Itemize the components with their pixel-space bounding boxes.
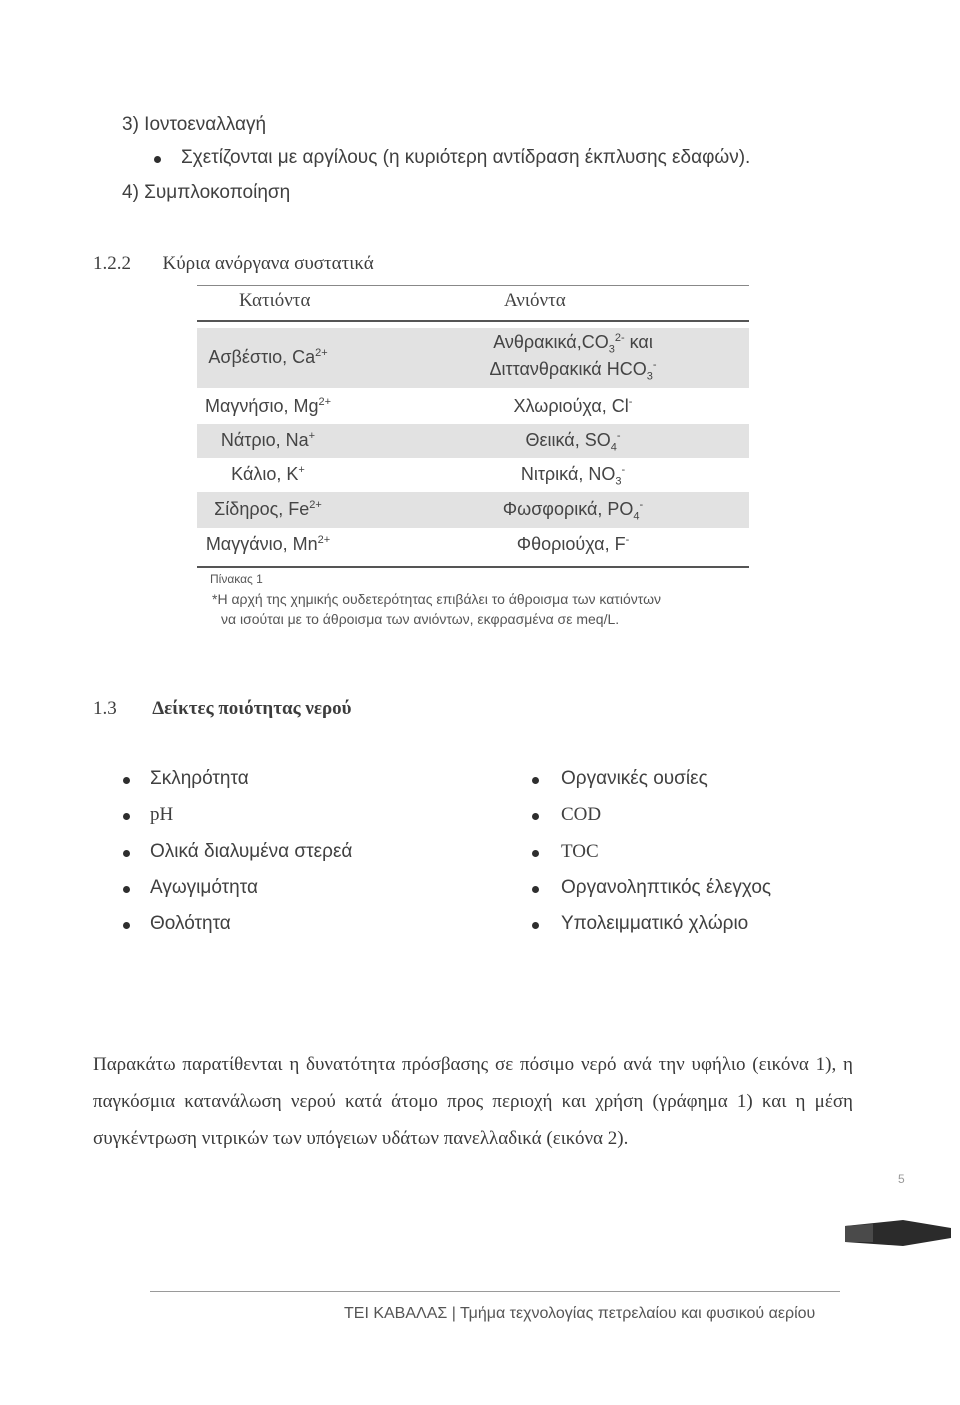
cation-cell: Ασβέστιο, $Ca^{2+}$ [208, 347, 328, 367]
list-item-3: 3) Ιοντοεναλλαγή [122, 114, 267, 135]
cation-cell: Μαγγάνιο, $Mn^{2+}$ [205, 534, 331, 554]
bullet-icon [123, 850, 130, 857]
bullet-icon [154, 156, 161, 163]
table-caption-line1: *Η αρχή της χημικής ουδετερότητας επιβάλει το άθροισμα των κατιόντων [212, 591, 661, 607]
quality-item: COD [561, 804, 602, 825]
corner-decoration-icon [843, 1216, 953, 1250]
quality-item: Ολικά διαλυμένα στερεά [150, 841, 353, 862]
anion-cell: Φθοριούχα, F- [516, 534, 630, 554]
anion-cell: Θειικά, $SO_4^-$ [525, 430, 621, 454]
table-caption-title: Πίνακας 1 [210, 572, 263, 586]
bullet-icon [123, 922, 130, 929]
quality-item: pH [150, 804, 174, 825]
body-paragraph: Παρακάτω παρατίθενται η δυνατότητα πρόσβασης σε πόσιμο νερό ανά την υφήλιο (εικόνα 1), η παγκόσμια κατανάλωση νερού κατά άτομο προς περιοχή και χρήση (γράφημα 1) και η μέση συγκέντρωση νιτρικών των υπόγειων υδάτων πανελλαδικά (εικόνα 2). [93, 1054, 853, 1149]
quality-item: Οργανικές ουσίες [561, 768, 708, 789]
anion-cell: Φωσφορικά, $PO_4^-$ [502, 499, 644, 523]
quality-item: Οργανοληπτικός έλεγχος [561, 877, 772, 898]
anion-cell-line2: Διττανθρακικά $HCO_3^-$ [489, 359, 657, 383]
table-row [197, 328, 749, 388]
bullet-icon [532, 777, 539, 784]
anion-cell: Χλωριούχα, Cl- [513, 396, 633, 416]
section-heading-122 [93, 253, 374, 275]
section-number: 1.3 [93, 698, 117, 719]
quality-item: Αγωγιμότητα [150, 877, 258, 898]
bullet-icon [123, 813, 130, 820]
bullet-icon [532, 886, 539, 893]
section-title: Κύρια ανόργανα συστατικά [162, 253, 374, 274]
table-row [197, 458, 749, 492]
quality-item: Υπολειμματικό χλώριο [561, 913, 749, 934]
header-anions: Ανιόντα [504, 290, 566, 311]
table-header [197, 285, 749, 322]
table-row [197, 492, 749, 528]
header-cations: Κατιόντα [239, 290, 311, 311]
footer-rule [150, 1291, 840, 1292]
cation-cell: Μαγνήσιο, $Mg^{2+}$ [204, 396, 332, 416]
bullet-icon [532, 850, 539, 857]
quality-item: Σκληρότητα [150, 768, 249, 789]
page-number: 5 [898, 1172, 905, 1186]
section-title: Δείκτες ποιότητας νερού [152, 698, 352, 719]
cation-cell: Κάλιο, K+ [231, 464, 305, 484]
table-row [197, 424, 749, 458]
bullet-icon [532, 922, 539, 929]
list-bullet-text: Σχετίζονται με αργίλους (η κυριότερη αντίδραση έκπλυσης εδαφών). [181, 147, 751, 168]
cation-cell: Σίδηρος, $Fe^{2+}$ [214, 499, 322, 519]
cation-cell: Νάτριο, Na+ [220, 430, 316, 450]
footer-text: ΤΕΙ ΚΑΒΑΛΑΣ | Τμήμα τεχνολογίας πετρελαίου και φυσικού αερίου [344, 1305, 816, 1322]
bullet-icon [123, 886, 130, 893]
section-heading-13 [93, 698, 351, 720]
table-row [197, 528, 749, 566]
table-caption-line2: να ισούται με το άθροισμα των ανιόντων, εκφρασμένα σε meq/L. [221, 611, 620, 627]
anion-cell: Νιτρικά, $NO_3^-$ [520, 464, 626, 488]
table-bottom-rule [197, 566, 749, 568]
ions-table [197, 285, 749, 568]
anion-cell: $A\nu\theta\rho\alpha\kappa\iota\kappa ά,CO_3^{2-}$ και [493, 332, 653, 356]
quality-item: Θολότητα [150, 913, 231, 934]
bullet-icon [532, 813, 539, 820]
table-row [197, 388, 749, 424]
bullet-icon [123, 777, 130, 784]
list-item-4: 4) Συμπλοκοποίηση [122, 182, 291, 203]
quality-item: TOC [561, 841, 599, 862]
section-number: 1.2.2 [93, 253, 131, 274]
